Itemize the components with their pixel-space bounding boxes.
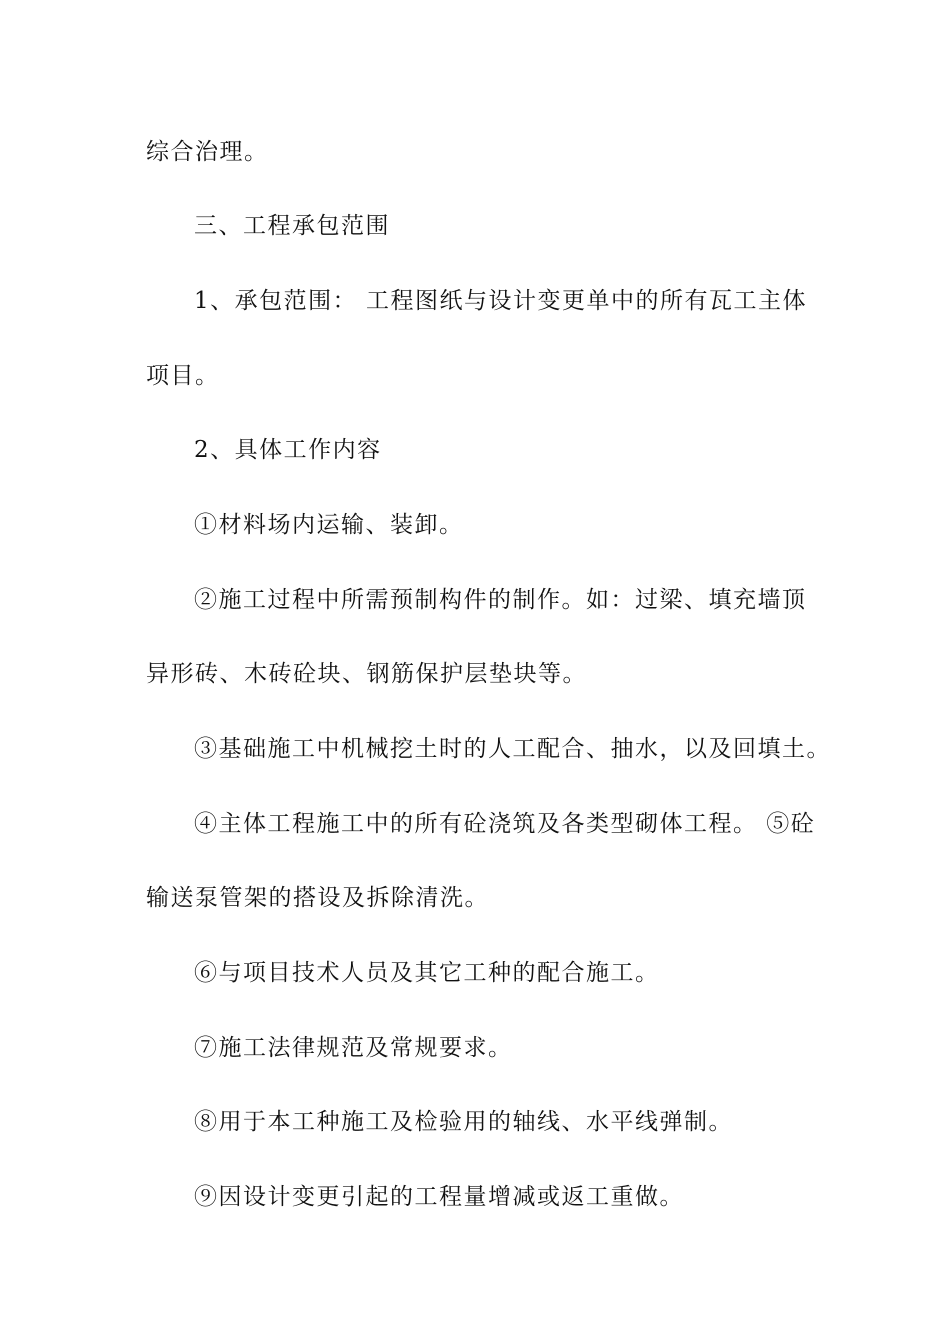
list-item-2-end: 异形砖、木砖砼块、钢筋保护层垫块等。 (146, 661, 587, 687)
subheading-work-content: 2、具体工作内容 (194, 437, 382, 463)
list-item-9: ⑨因设计变更引起的工程量增减或返工重做。 (194, 1184, 684, 1210)
list-item-4-5-start: ④主体工程施工中的所有砼浇筑及各类型砌体工程。 ⑤砼 (194, 811, 816, 837)
paragraph-scope-start: 1、承包范围： 工程图纸与设计变更单中的所有瓦工主体 (194, 288, 807, 314)
list-item-7: ⑦施工法律规范及常规要求。 (194, 1035, 513, 1061)
list-item-8: ⑧用于本工种施工及检验用的轴线、水平线弹制。 (194, 1109, 733, 1135)
list-item-5-end: 输送泵管架的搭设及拆除清洗。 (146, 885, 489, 911)
paragraph-scope-end: 项目。 (146, 363, 220, 389)
section-heading-scope: 三、工程承包范围 (194, 213, 390, 239)
list-item-2-start: ②施工过程中所需预制构件的制作。如：过梁、填充墙顶 (194, 587, 807, 613)
text-line-continuation: 综合治理。 (146, 139, 269, 165)
list-item-1: ①材料场内运输、装卸。 (194, 512, 464, 538)
list-item-6: ⑥与项目技术人员及其它工种的配合施工。 (194, 960, 660, 986)
list-item-3: ③基础施工中机械挖土时的人工配合、抽水，以及回填土。 (194, 736, 831, 762)
